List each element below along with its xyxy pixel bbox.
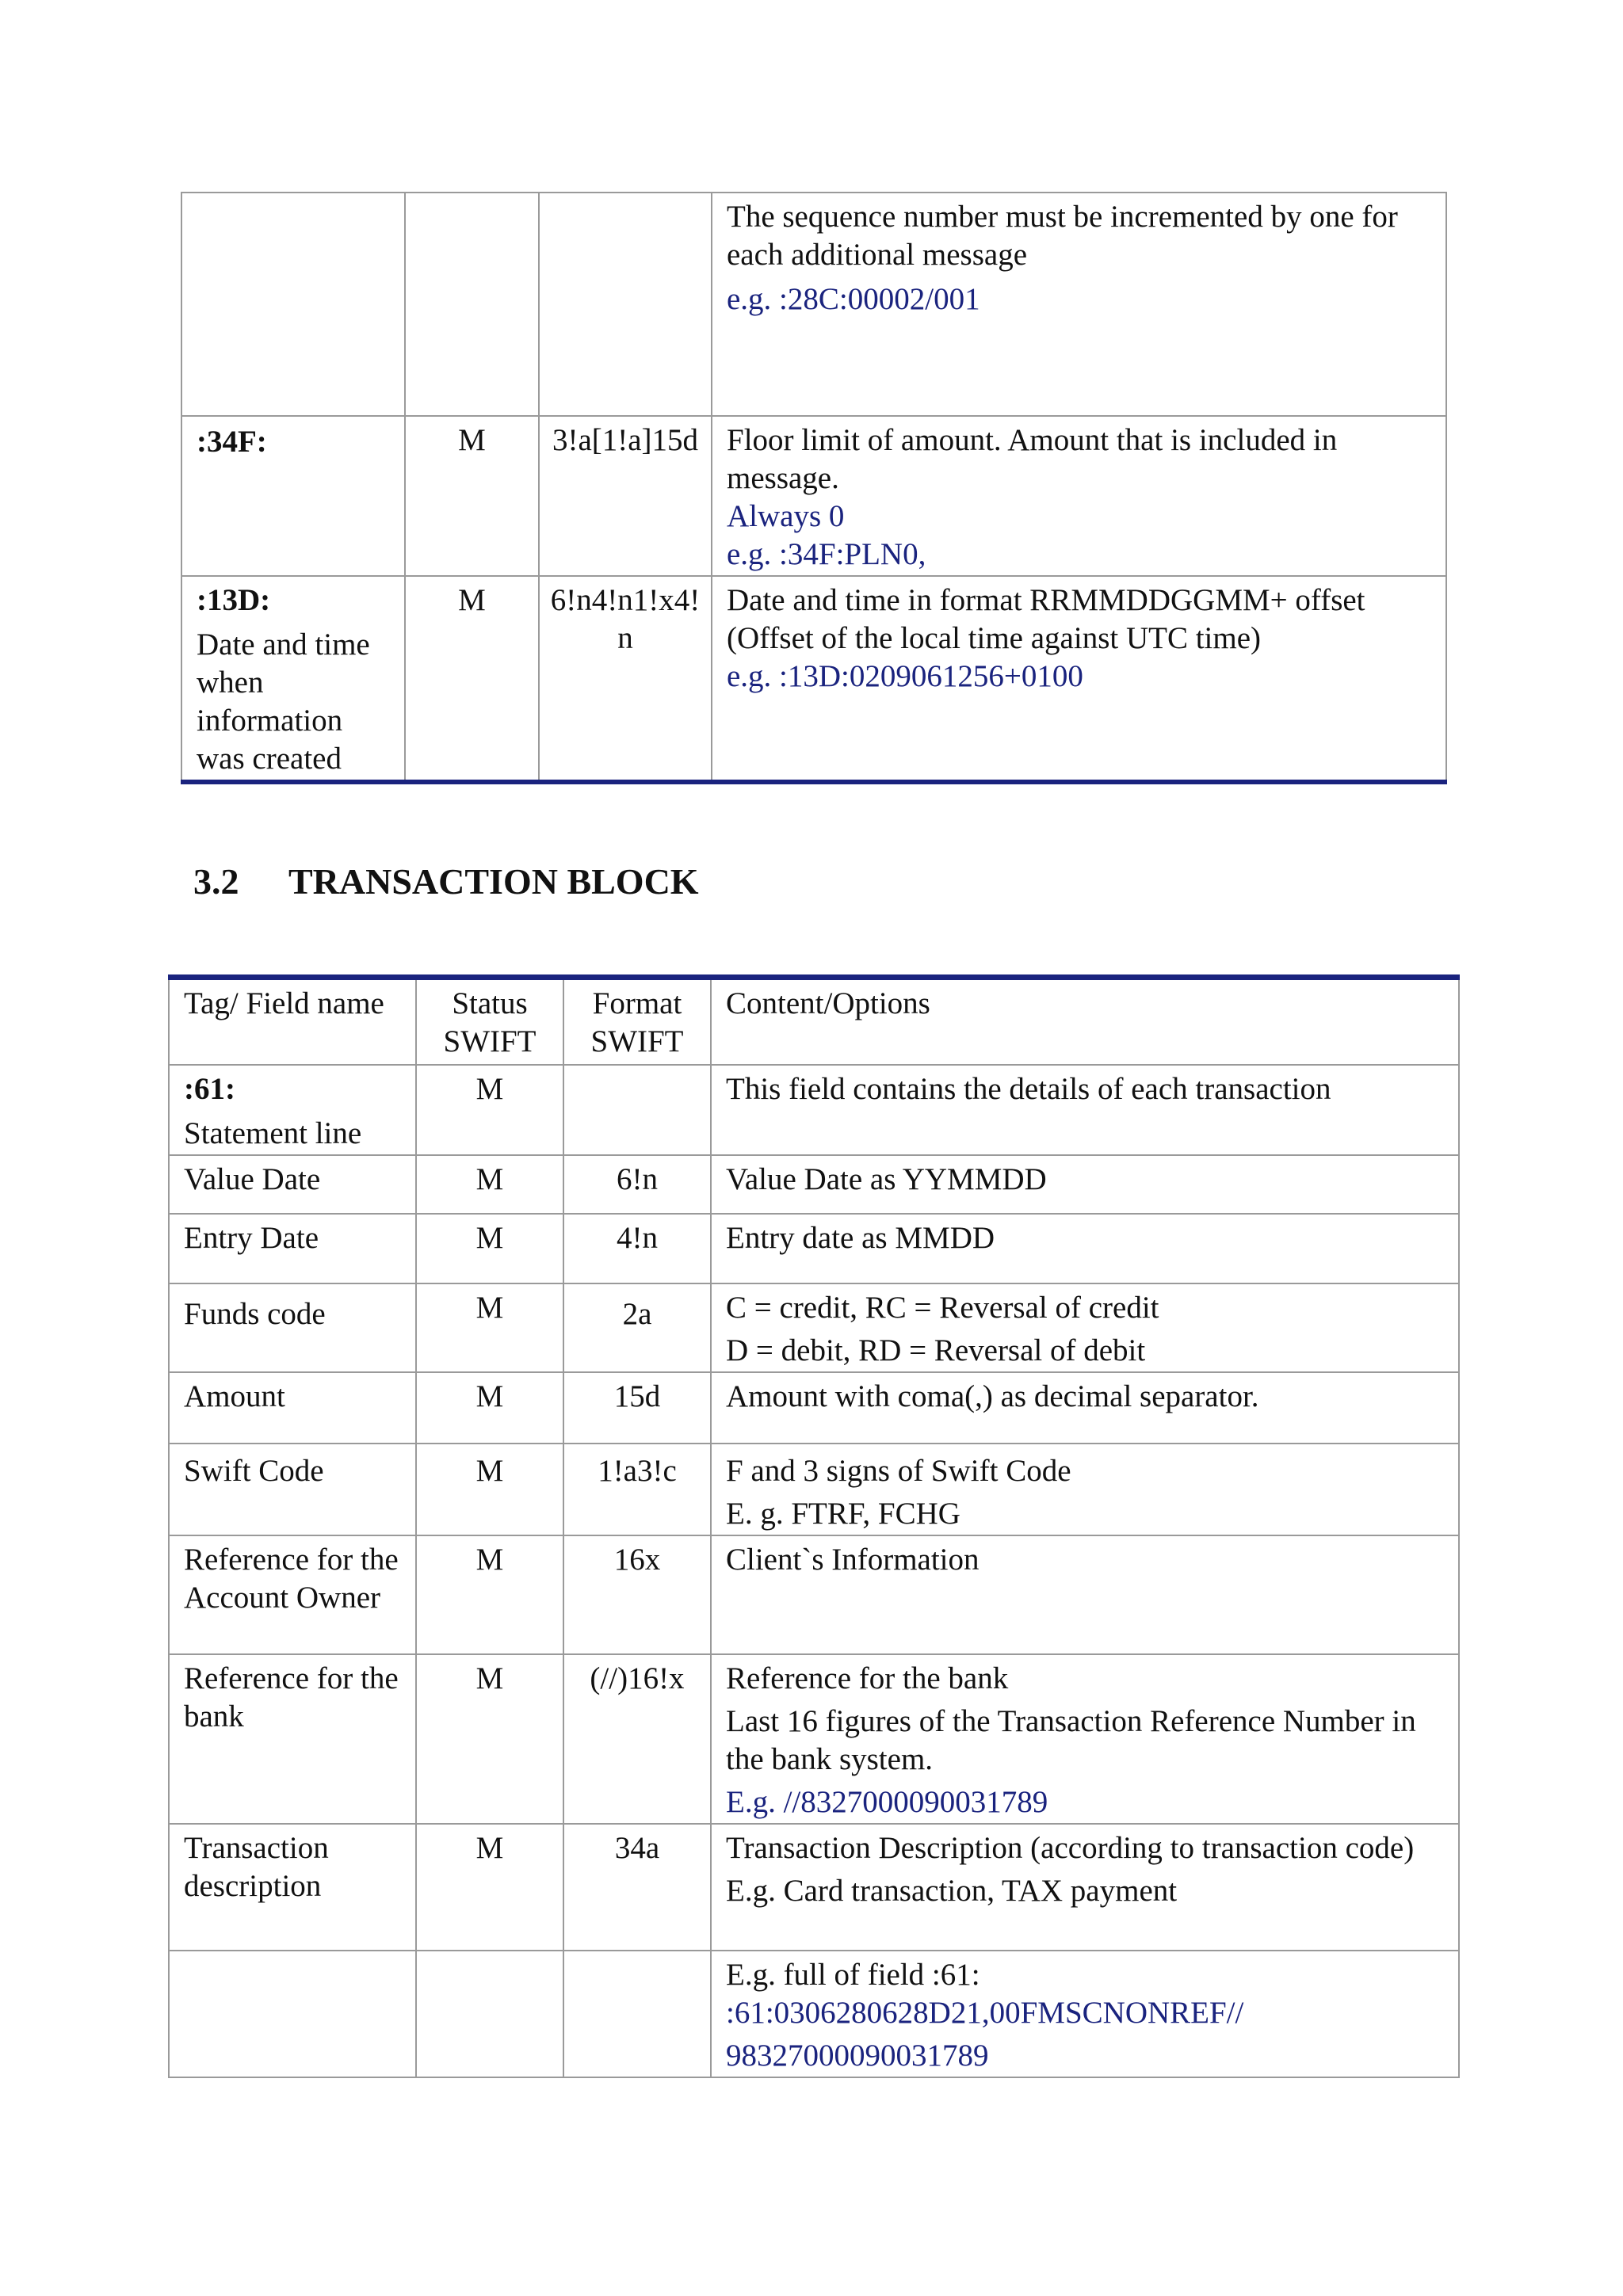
field-table-continued bbox=[181, 192, 1447, 784]
tag-cell: Reference for the bank bbox=[169, 1654, 416, 1824]
tag-name: :61: bbox=[184, 1071, 235, 1106]
content-cell: Client`s Information bbox=[711, 1535, 1459, 1654]
content-text: E.g. Card transaction, TAX payment bbox=[726, 1873, 1178, 1908]
tag-description: Statement line bbox=[184, 1116, 362, 1150]
tag-cell: Amount bbox=[169, 1372, 416, 1444]
tag-description: Date and time when information was created bbox=[197, 627, 370, 776]
header-format: Format SWIFT bbox=[563, 978, 711, 1065]
format-cell: 16x bbox=[563, 1535, 711, 1654]
content-text: F and 3 signs of Swift Code bbox=[726, 1453, 1071, 1488]
tag-cell bbox=[181, 193, 405, 416]
content-text: Transaction Description (according to transaction code) bbox=[726, 1830, 1415, 1865]
section-number: 3.2 bbox=[193, 861, 239, 902]
content-text: The sequence number must be incremented by one for each additional message bbox=[727, 200, 1398, 272]
tag-cell: Reference for the Account Owner bbox=[169, 1535, 416, 1654]
status-cell: M bbox=[416, 1372, 563, 1444]
status-cell: M bbox=[416, 1283, 563, 1372]
tag-name: :13D: bbox=[197, 583, 271, 617]
status-cell bbox=[416, 1951, 563, 2077]
tag-cell bbox=[181, 576, 405, 782]
tag-cell bbox=[169, 1065, 416, 1155]
example-text: E.g. //8327000090031789 bbox=[726, 1784, 1048, 1819]
content-cell bbox=[711, 1824, 1459, 1951]
content-text: Last 16 figures of the Transaction Reference Number in the bank system. bbox=[726, 1703, 1416, 1776]
table-row bbox=[181, 576, 1446, 782]
table-row bbox=[169, 1535, 1459, 1654]
content-cell bbox=[712, 576, 1446, 782]
content-cell bbox=[711, 1654, 1459, 1824]
status-cell: M bbox=[416, 1444, 563, 1535]
header-status: Status SWIFT bbox=[416, 978, 563, 1065]
example-text: Always 0 bbox=[727, 499, 845, 533]
status-cell: M bbox=[416, 1535, 563, 1654]
table-row bbox=[169, 1155, 1459, 1214]
section-title: TRANSACTION BLOCK bbox=[288, 861, 699, 902]
table-row bbox=[169, 1951, 1459, 2077]
header-tag: Tag/ Field name bbox=[169, 978, 416, 1065]
content-cell: Entry date as MMDD bbox=[711, 1214, 1459, 1283]
table-row bbox=[169, 1214, 1459, 1283]
format-cell: 3!a[1!a]15d bbox=[539, 416, 712, 576]
tag-cell: Transaction description bbox=[169, 1824, 416, 1951]
content-text: Reference for the bank bbox=[726, 1661, 1009, 1695]
tag-name: :34F: bbox=[197, 425, 267, 459]
content-cell bbox=[711, 1951, 1459, 2077]
format-cell: 4!n bbox=[563, 1214, 711, 1283]
format-cell bbox=[563, 1951, 711, 2077]
format-cell: (//)16!x bbox=[563, 1654, 711, 1824]
content-text: C = credit, RC = Reversal of credit bbox=[726, 1290, 1159, 1325]
section-heading bbox=[193, 858, 699, 906]
table-row bbox=[181, 416, 1446, 576]
format-cell: 15d bbox=[563, 1372, 711, 1444]
table-row bbox=[169, 1283, 1459, 1372]
format-cell: 6!n4!n1!x4!n bbox=[539, 576, 712, 782]
format-cell bbox=[563, 1065, 711, 1155]
status-cell: M bbox=[416, 1214, 563, 1283]
transaction-block-table bbox=[168, 974, 1460, 2078]
example-text: e.g. :34F:PLN0, bbox=[727, 537, 926, 571]
tag-cell: Entry Date bbox=[169, 1214, 416, 1283]
content-cell: Amount with coma(,) as decimal separator. bbox=[711, 1372, 1459, 1444]
content-text: E.g. full of field :61: bbox=[726, 1957, 980, 1992]
content-cell bbox=[711, 1283, 1459, 1372]
table-row bbox=[169, 1824, 1459, 1951]
table-header-row bbox=[169, 978, 1459, 1065]
example-text: e.g. :28C:00002/001 bbox=[727, 282, 980, 316]
status-cell: M bbox=[416, 1654, 563, 1824]
content-text: Floor limit of amount. Amount that is included in message. bbox=[727, 423, 1338, 495]
content-text: D = debit, RD = Reversal of debit bbox=[726, 1333, 1146, 1367]
content-cell bbox=[712, 193, 1446, 416]
content-cell bbox=[712, 416, 1446, 576]
status-cell: M bbox=[416, 1824, 563, 1951]
tag-cell: Value Date bbox=[169, 1155, 416, 1214]
format-cell bbox=[539, 193, 712, 416]
example-text: :61:0306280628D21,00FMSCNONREF// bbox=[726, 1995, 1244, 2030]
example-text: 98327000090031789 bbox=[726, 2038, 989, 2073]
content-text: This field contains the details of each transaction bbox=[726, 1071, 1331, 1106]
tag-cell bbox=[169, 1951, 416, 2077]
format-cell: 2a bbox=[563, 1283, 711, 1372]
example-text: e.g. :13D:0209061256+0100 bbox=[727, 659, 1083, 693]
tag-cell: Funds code bbox=[169, 1283, 416, 1372]
header-content: Content/Options bbox=[711, 978, 1459, 1065]
format-cell: 1!a3!c bbox=[563, 1444, 711, 1535]
table-row bbox=[181, 193, 1446, 416]
content-text: Date and time in format RRMMDDGGMM+ offset (Offset of the local time against UTC time) bbox=[727, 583, 1365, 655]
content-cell: Value Date as YYMMDD bbox=[711, 1155, 1459, 1214]
format-cell: 6!n bbox=[563, 1155, 711, 1214]
status-cell: M bbox=[405, 576, 539, 782]
tag-cell bbox=[181, 416, 405, 576]
table-row bbox=[169, 1065, 1459, 1155]
content-cell bbox=[711, 1065, 1459, 1155]
table-row bbox=[169, 1654, 1459, 1824]
content-text: E. g. FTRF, FCHG bbox=[726, 1496, 960, 1531]
status-cell bbox=[405, 193, 539, 416]
tag-cell: Swift Code bbox=[169, 1444, 416, 1535]
status-cell: M bbox=[405, 416, 539, 576]
status-cell: M bbox=[416, 1065, 563, 1155]
table-row bbox=[169, 1372, 1459, 1444]
table-row bbox=[169, 1444, 1459, 1535]
status-cell: M bbox=[416, 1155, 563, 1214]
format-cell: 34a bbox=[563, 1824, 711, 1951]
content-cell bbox=[711, 1444, 1459, 1535]
